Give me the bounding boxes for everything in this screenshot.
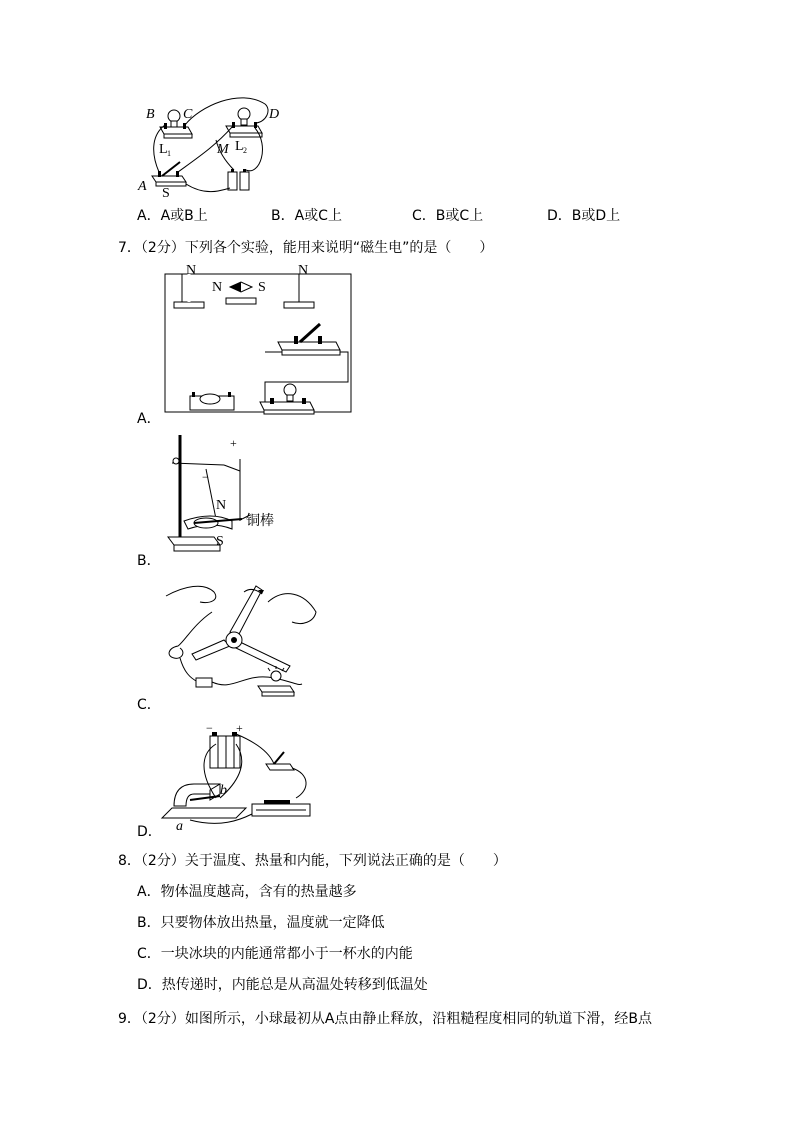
q7-figure-b bbox=[164, 433, 290, 553]
label-l2-sub: 2 bbox=[243, 146, 247, 155]
switch-s bbox=[152, 162, 186, 186]
label-l1: L bbox=[159, 142, 168, 157]
label-l2: L bbox=[235, 139, 244, 154]
label-l1-sub: 1 bbox=[167, 149, 171, 158]
q8-option-b: B．只要物体放出热量，温度就一定降低 bbox=[137, 915, 385, 931]
q7-figure-a bbox=[160, 262, 356, 424]
label-d: D bbox=[269, 107, 280, 122]
label-c: C bbox=[183, 107, 193, 122]
q6-option-b: B．A或C上 bbox=[271, 208, 342, 224]
q7-option-d-label: D． bbox=[137, 824, 162, 840]
q7-option-a-label: A． bbox=[137, 411, 161, 427]
fig-a-needle-n: N bbox=[212, 280, 223, 295]
label-b: B bbox=[146, 107, 155, 122]
q7-option-c-label: C． bbox=[137, 697, 161, 713]
q6-option-a: A．A或B上 bbox=[137, 208, 208, 224]
fig-a-n2: N bbox=[298, 263, 309, 278]
q8-stem: 8．（2分）关于温度、热量和内能，下列说法正确的是（ ） bbox=[118, 853, 507, 869]
q8-option-d: D．热传递时，内能总是从高温处转移到低温处 bbox=[137, 977, 428, 993]
fig-a-n1: N bbox=[186, 263, 197, 278]
q6-option-d: D．B或D上 bbox=[547, 208, 621, 224]
fig-d-label-b: b bbox=[220, 783, 227, 798]
q9-stem: 9．（2分）如图所示，小球最初从A点由静止释放，沿粗糙程度相同的轨道下滑，经B点 bbox=[118, 1011, 652, 1027]
q7-figure-c bbox=[164, 582, 322, 706]
fig-d-plus: + bbox=[236, 721, 243, 735]
fig-b-copper-rod-label: 铜棒 bbox=[246, 513, 274, 529]
fig-d-minus: − bbox=[206, 721, 213, 735]
q8-option-c: C．一块冰块的内能通常都小于一杯水的内能 bbox=[137, 946, 413, 962]
q6-circuit-figure bbox=[130, 96, 290, 202]
battery-cells bbox=[228, 169, 249, 190]
q7-figure-d bbox=[160, 721, 318, 836]
q8-option-a: A．物体温度越高，含有的热量越多 bbox=[137, 884, 357, 900]
fig-b-n: N bbox=[216, 498, 227, 513]
fig-a-needle-s: S bbox=[258, 280, 266, 295]
q6-option-c: C．B或C上 bbox=[412, 208, 484, 224]
label-s: S bbox=[162, 186, 170, 201]
fig-b-plus: + bbox=[230, 436, 237, 450]
fig-b-s: S bbox=[216, 534, 224, 549]
label-a: A bbox=[138, 179, 147, 194]
label-m: M bbox=[217, 142, 229, 157]
fig-b-minus: − bbox=[202, 470, 209, 484]
q7-stem: 7．（2分）下列各个实验，能用来说明“磁生电”的是（ ） bbox=[118, 240, 494, 256]
q7-option-b-label: B． bbox=[137, 553, 161, 569]
fig-d-label-a: a bbox=[176, 819, 183, 834]
